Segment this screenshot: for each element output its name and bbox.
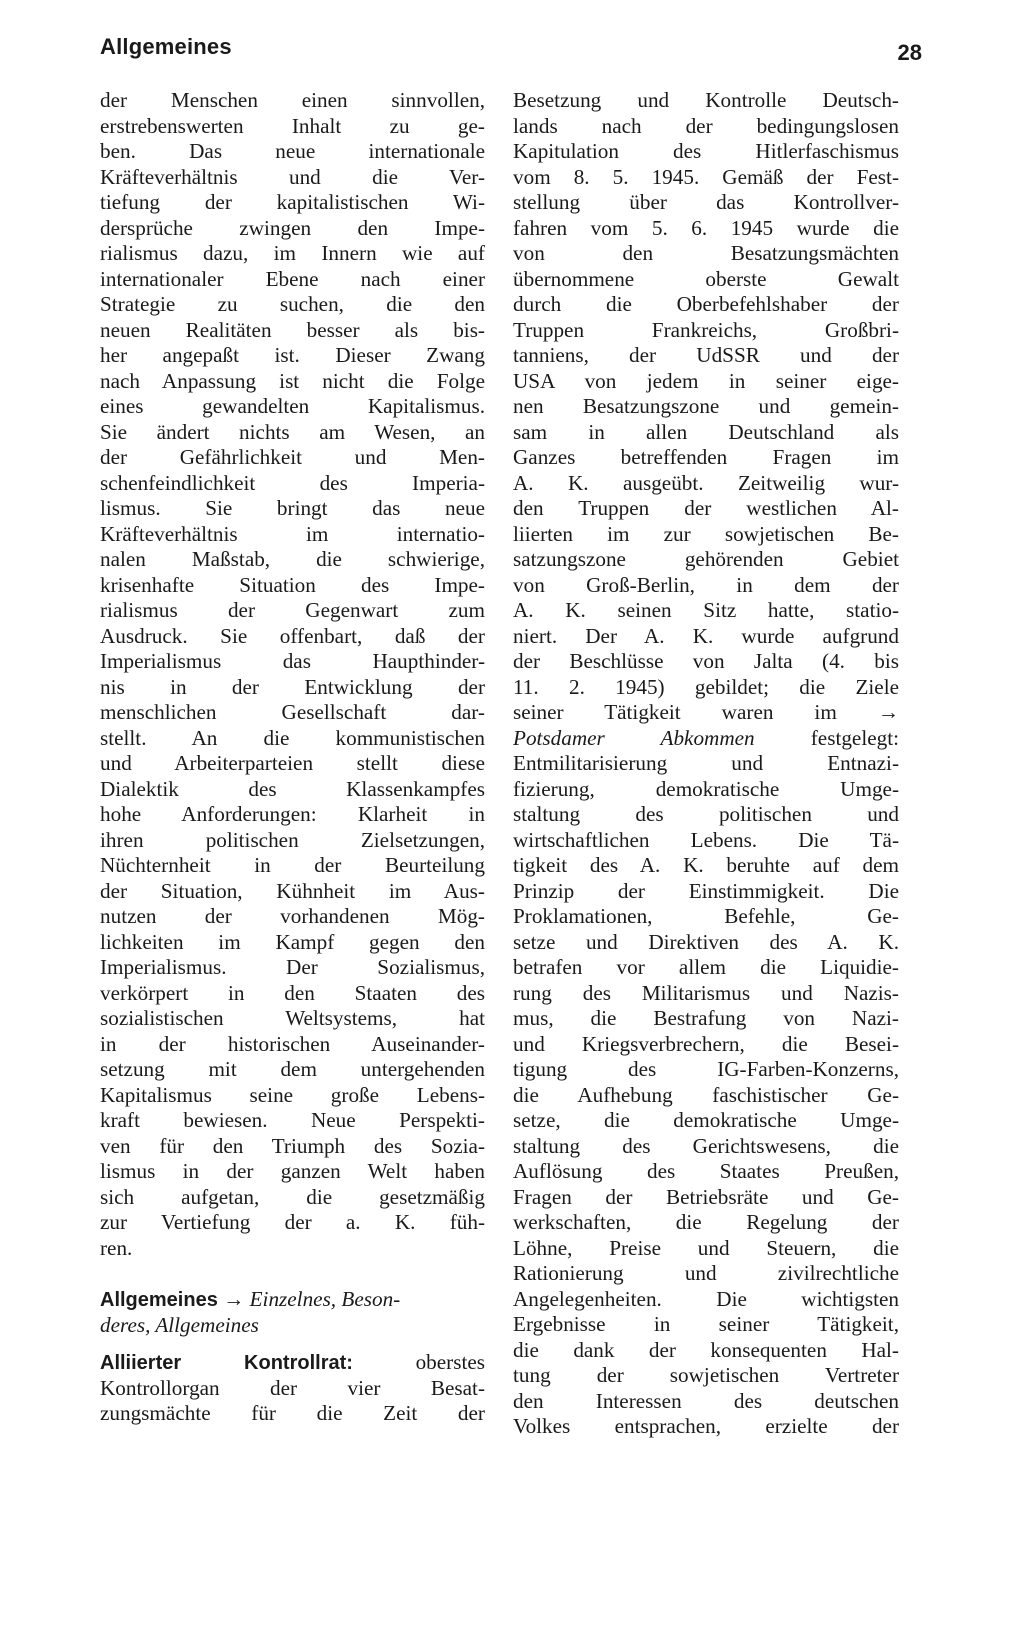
text-line: von den Besatzungsmächten	[513, 241, 899, 265]
text-line: zur Vertiefung der a. K. füh-	[100, 1210, 485, 1234]
text-line: und Kriegsverbrechern, die Besei-	[513, 1031, 899, 1056]
arrow-icon: →	[223, 1287, 245, 1311]
text-line: kraft bewiesen. Neue Perspekti-	[100, 1108, 485, 1132]
text-line: nen Besatzungszone und gemein-	[513, 394, 899, 418]
text-line: USA von jedem in seiner eige-	[513, 368, 899, 393]
text-line: Angelegenheiten. Die wichtigsten	[513, 1286, 899, 1311]
text-line: vom 8. 5. 1945. Gemäß der Fest-	[513, 164, 899, 189]
text-line	[513, 726, 899, 752]
text-line: Strategie zu suchen, die den	[100, 292, 485, 316]
text-line	[513, 700, 899, 726]
text-line: Prinzip der Einstimmigkeit. Die	[513, 878, 899, 903]
text-line: mus, die Bestrafung von Nazi-	[513, 1006, 899, 1030]
text-line: setze und Direktiven des A. K.	[513, 929, 899, 954]
text-line: rialismus der Gegenwart zum	[100, 598, 485, 622]
text-line: lands nach der bedingungslosen	[513, 113, 899, 138]
text-line: stellt. An die kommunistischen	[100, 725, 485, 750]
text-line: nalen Maßstab, die schwierige,	[100, 547, 485, 571]
text-line: zungsmächte für die Zeit der	[100, 1401, 485, 1425]
text-line: ihren politischen Zielsetzungen,	[100, 827, 485, 852]
text-line: verkörpert in den Staaten des	[100, 980, 485, 1005]
text-segment: seiner Tätigkeit waren im	[513, 700, 837, 724]
entry-spacer	[100, 1338, 485, 1350]
text-line: 11. 2. 1945) gebildet; die Ziele	[513, 674, 899, 699]
text-line: übernommene oberste Gewalt	[513, 266, 899, 291]
text-line: Sie ändert nichts am Wesen, an	[100, 419, 485, 444]
text-line: neuen Realitäten besser als bis-	[100, 317, 485, 342]
entry-line	[100, 1287, 485, 1313]
text-line: betrafen vor allem die Liquidie-	[513, 955, 899, 979]
text-line: werkschaften, die Regelung der	[513, 1210, 899, 1234]
text-line: in der historischen Auseinander-	[100, 1031, 485, 1056]
entry-headword: Alliierter Kontrollrat:	[100, 1352, 353, 1374]
cross-reference[interactable]: deres, Allgemeines	[100, 1312, 259, 1337]
text-line: ven für den Triumph des Sozia-	[100, 1133, 485, 1158]
dictionary-entry-kontrollrat	[100, 1350, 485, 1427]
right-column	[513, 88, 899, 1440]
text-line: satzungszone gehörenden Gebiet	[513, 547, 899, 571]
text-line: nach Anpassung ist nicht die Folge	[100, 368, 485, 393]
text-line: der Beschlüsse von Jalta (4. bis	[513, 649, 899, 673]
text-line: Truppen Frankreichs, Großbri-	[513, 317, 899, 342]
text-line: ben. Das neue internationale	[100, 139, 485, 163]
text-line: schenfeindlichkeit des Imperia-	[100, 470, 485, 495]
text-line: Besetzung und Kontrolle Deutsch-	[513, 88, 899, 112]
text-line: wirtschaftlichen Lebens. Die Tä-	[513, 827, 899, 852]
text-line: Fragen der Betriebsräte und Ge-	[513, 1184, 899, 1209]
text-line: Proklamationen, Befehle, Ge-	[513, 904, 899, 928]
text-line: Kapitalismus seine große Lebens-	[100, 1082, 485, 1107]
text-line: A. K. ausgeübt. Zeitweilig wur-	[513, 470, 899, 495]
text-line: die dank der konsequenten Hal-	[513, 1337, 899, 1362]
text-line: erstrebenswerten Inhalt zu ge-	[100, 113, 485, 138]
entry-headword: Allgemeines	[100, 1289, 218, 1311]
text-line: Imperialismus das Haupthinder-	[100, 649, 485, 673]
text-line: her angepaßt ist. Dieser Zwang	[100, 343, 485, 367]
text-line: Volkes entsprachen, erzielte der	[513, 1414, 899, 1438]
text-line: Nüchternheit in der Beurteilung	[100, 853, 485, 877]
text-line: tanniens, der UdSSR und der	[513, 343, 899, 367]
text-line: Kapitulation des Hitlerfaschismus	[513, 139, 899, 163]
text-line: und Arbeiterparteien stellt diese	[100, 751, 485, 775]
text-line: nis in der Entwicklung der	[100, 674, 485, 699]
text-line: fizierung, demokratische Umge-	[513, 776, 899, 801]
text-line: den Interessen des deutschen	[513, 1388, 899, 1413]
text-line: der Gefährlichkeit und Men-	[100, 445, 485, 469]
text-line: tigung des IG-Farben-Konzerns,	[513, 1057, 899, 1081]
text-line: sozialistischen Weltsystems, hat	[100, 1006, 485, 1030]
text-line: rialismus dazu, im Innern wie auf	[100, 241, 485, 265]
text-line: setze, die demokratische Umge-	[513, 1108, 899, 1132]
text-line: Kontrollorgan der vier Besat-	[100, 1375, 485, 1400]
text-line: krisenhafte Situation des Impe-	[100, 572, 485, 597]
text-line: tigkeit des A. K. beruhte auf dem	[513, 853, 899, 877]
text-line: Rationierung und zivilrechtliche	[513, 1261, 899, 1285]
text-line: von Groß-Berlin, in dem der	[513, 572, 899, 597]
text-line: lismus. Sie bringt das neue	[100, 496, 485, 520]
entry-line	[100, 1350, 485, 1376]
arrow-icon: →	[877, 700, 899, 724]
text-line: Imperialismus. Der Sozialismus,	[100, 955, 485, 979]
text-line: den Truppen der westlichen Al-	[513, 496, 899, 520]
text-line: lichkeiten im Kampf gegen den	[100, 929, 485, 954]
text-segment: festgelegt:	[810, 725, 899, 750]
text-line: stellung über das Kontrollver-	[513, 190, 899, 214]
text-line: rung des Militarismus und Nazis-	[513, 980, 899, 1005]
text-line: die Aufhebung faschistischer Ge-	[513, 1082, 899, 1107]
text-line: internationaler Ebene nach einer	[100, 266, 485, 291]
running-head: Allgemeines	[100, 34, 232, 59]
text-line: ren.	[100, 1235, 133, 1260]
text-line: eines gewandelten Kapitalismus.	[100, 394, 485, 418]
text-line: Ganzes betreffenden Fragen im	[513, 445, 899, 469]
entry-spacer	[100, 1261, 485, 1287]
text-line: Entmilitarisierung und Entnazi-	[513, 751, 899, 775]
text-line: durch die Oberbefehlshaber der	[513, 292, 899, 316]
paragraph-continuation	[100, 88, 485, 1261]
left-column	[100, 88, 485, 1427]
text-line: liierten im zur sowjetischen Be-	[513, 521, 899, 546]
cross-reference[interactable]: Potsdamer Abkommen	[513, 725, 755, 750]
text-line: Dialektik des Klassenkampfes	[100, 776, 485, 801]
text-line: hohe Anforderungen: Klarheit in	[100, 802, 485, 826]
text-line: sich aufgetan, die gesetzmäßig	[100, 1184, 485, 1209]
text-line: menschlichen Gesellschaft dar-	[100, 700, 485, 724]
text-line: Kräfteverhältnis und die Ver-	[100, 164, 485, 189]
text-line: Auflösung des Staates Preußen,	[513, 1159, 899, 1183]
text-line: A. K. seinen Sitz hatte, statio-	[513, 598, 899, 622]
text-line: setzung mit dem untergehenden	[100, 1057, 485, 1081]
text-line: Ergebnisse in seiner Tätigkeit,	[513, 1312, 899, 1336]
text-line: niert. Der A. K. wurde aufgrund	[513, 623, 899, 648]
text-line: sam in allen Deutschland als	[513, 419, 899, 444]
dictionary-entry-allgemeines	[100, 1287, 485, 1338]
text-line: der Menschen einen sinnvollen,	[100, 88, 485, 112]
page-number: 28	[897, 40, 922, 65]
text-line: tung der sowjetischen Vertreter	[513, 1363, 899, 1387]
text-line: Kräfteverhältnis im internatio-	[100, 521, 485, 546]
text-line: staltung des Gerichtswesens, die	[513, 1133, 899, 1158]
text-line: tiefung der kapitalistischen Wi-	[100, 190, 485, 214]
text-line: der Situation, Kühnheit im Aus-	[100, 878, 485, 903]
text-line: staltung des politischen und	[513, 802, 899, 826]
text-line: dersprüche zwingen den Impe-	[100, 215, 485, 240]
text-line: nutzen der vorhandenen Mög-	[100, 904, 485, 928]
cross-reference[interactable]: Einzelnes, Beson-	[249, 1287, 401, 1311]
text-line: lismus in der ganzen Welt haben	[100, 1159, 485, 1183]
text-line: Ausdruck. Sie offenbart, daß der	[100, 623, 485, 648]
entry-text: oberstes	[415, 1350, 485, 1374]
text-line: Löhne, Preise und Steuern, die	[513, 1235, 899, 1260]
text-line: fahren vom 5. 6. 1945 wurde die	[513, 215, 899, 240]
